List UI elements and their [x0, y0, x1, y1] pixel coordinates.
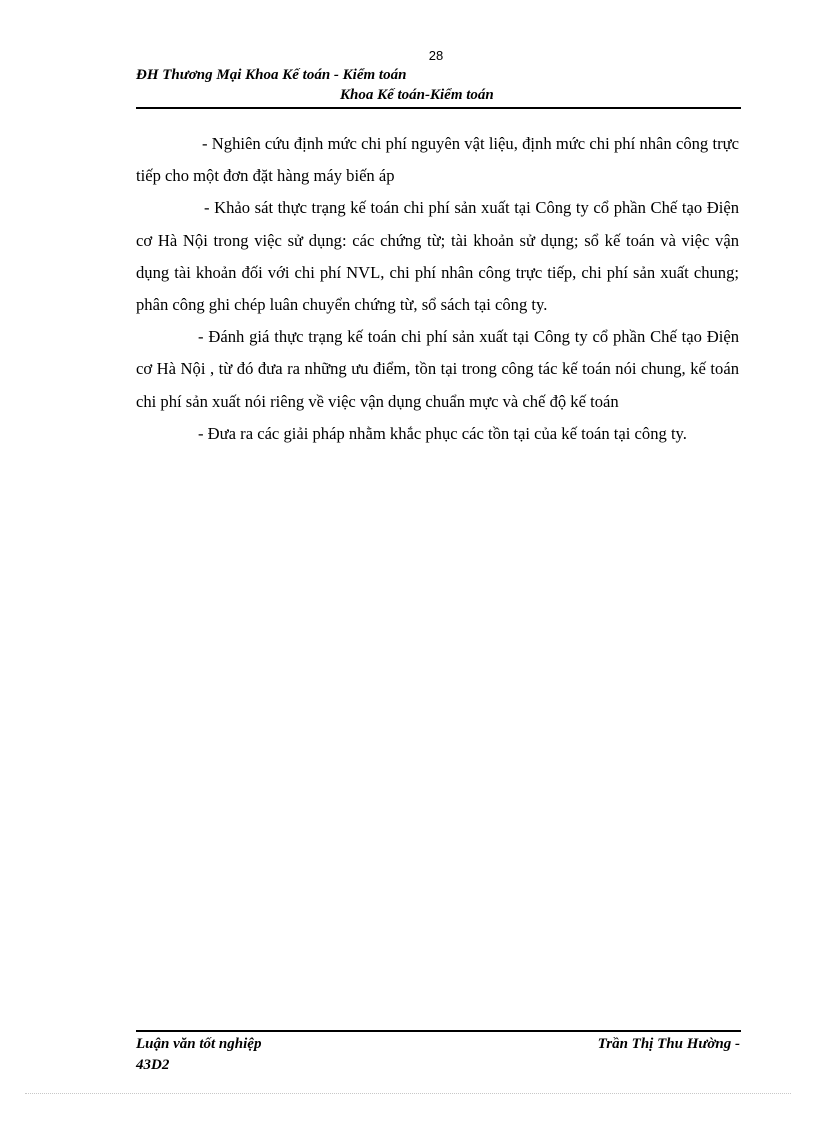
footer-class-code: 43D2 — [136, 1057, 170, 1073]
paragraph-solutions: - Đưa ra các giải pháp nhằm khắc phục các tồn tại của kế toán tại công ty. — [198, 423, 687, 443]
header-department: Khoa Kế toán-Kiểm toán — [340, 87, 494, 103]
paragraph-assessment: - Đánh giá thực trạng kế toán chi phí sản xuất tại Công ty cổ phần Chế tạo Điện cơ Hà Nội , từ đó đưa ra những ưu điểm, tồn tại trong công tác kế toán nói chung, kế toán chi phí sản xuất nói riêng về việc vận dụng chuẩn mực và chế độ kế toán — [136, 327, 739, 411]
header-institution: ĐH Thương Mại Khoa Kế toán - Kiểm toán — [136, 67, 407, 83]
body-text — [136, 128, 739, 450]
page-number: 28 — [428, 48, 444, 63]
footer-author: Trần Thị Thu Hường - — [597, 1036, 740, 1052]
footer-thesis-label: Luận văn tốt nghiệp — [136, 1036, 262, 1052]
footer-rule — [136, 1030, 741, 1032]
paragraph-survey-status: - Khảo sát thực trạng kế toán chi phí sản xuất tại Công ty cổ phần Chế tạo Điện cơ Hà Nội trong việc sử dụng: các chứng từ; tài khoản sử dụng; sổ kế toán và việc vận dụng tài khoản đối với chi phí NVL, chi phí nhân công trực tiếp, chi phí sản xuất chung; phân công ghi chép luân chuyển chứng từ, sổ sách tại công ty. — [136, 198, 739, 315]
page-edge-divider — [25, 1093, 791, 1094]
paragraph-research-norms: - Nghiên cứu định mức chi phí nguyên vật liệu, định mức chi phí nhân công trực tiếp cho một đơn đặt hàng máy biến áp — [136, 134, 739, 186]
header-rule — [136, 107, 741, 109]
